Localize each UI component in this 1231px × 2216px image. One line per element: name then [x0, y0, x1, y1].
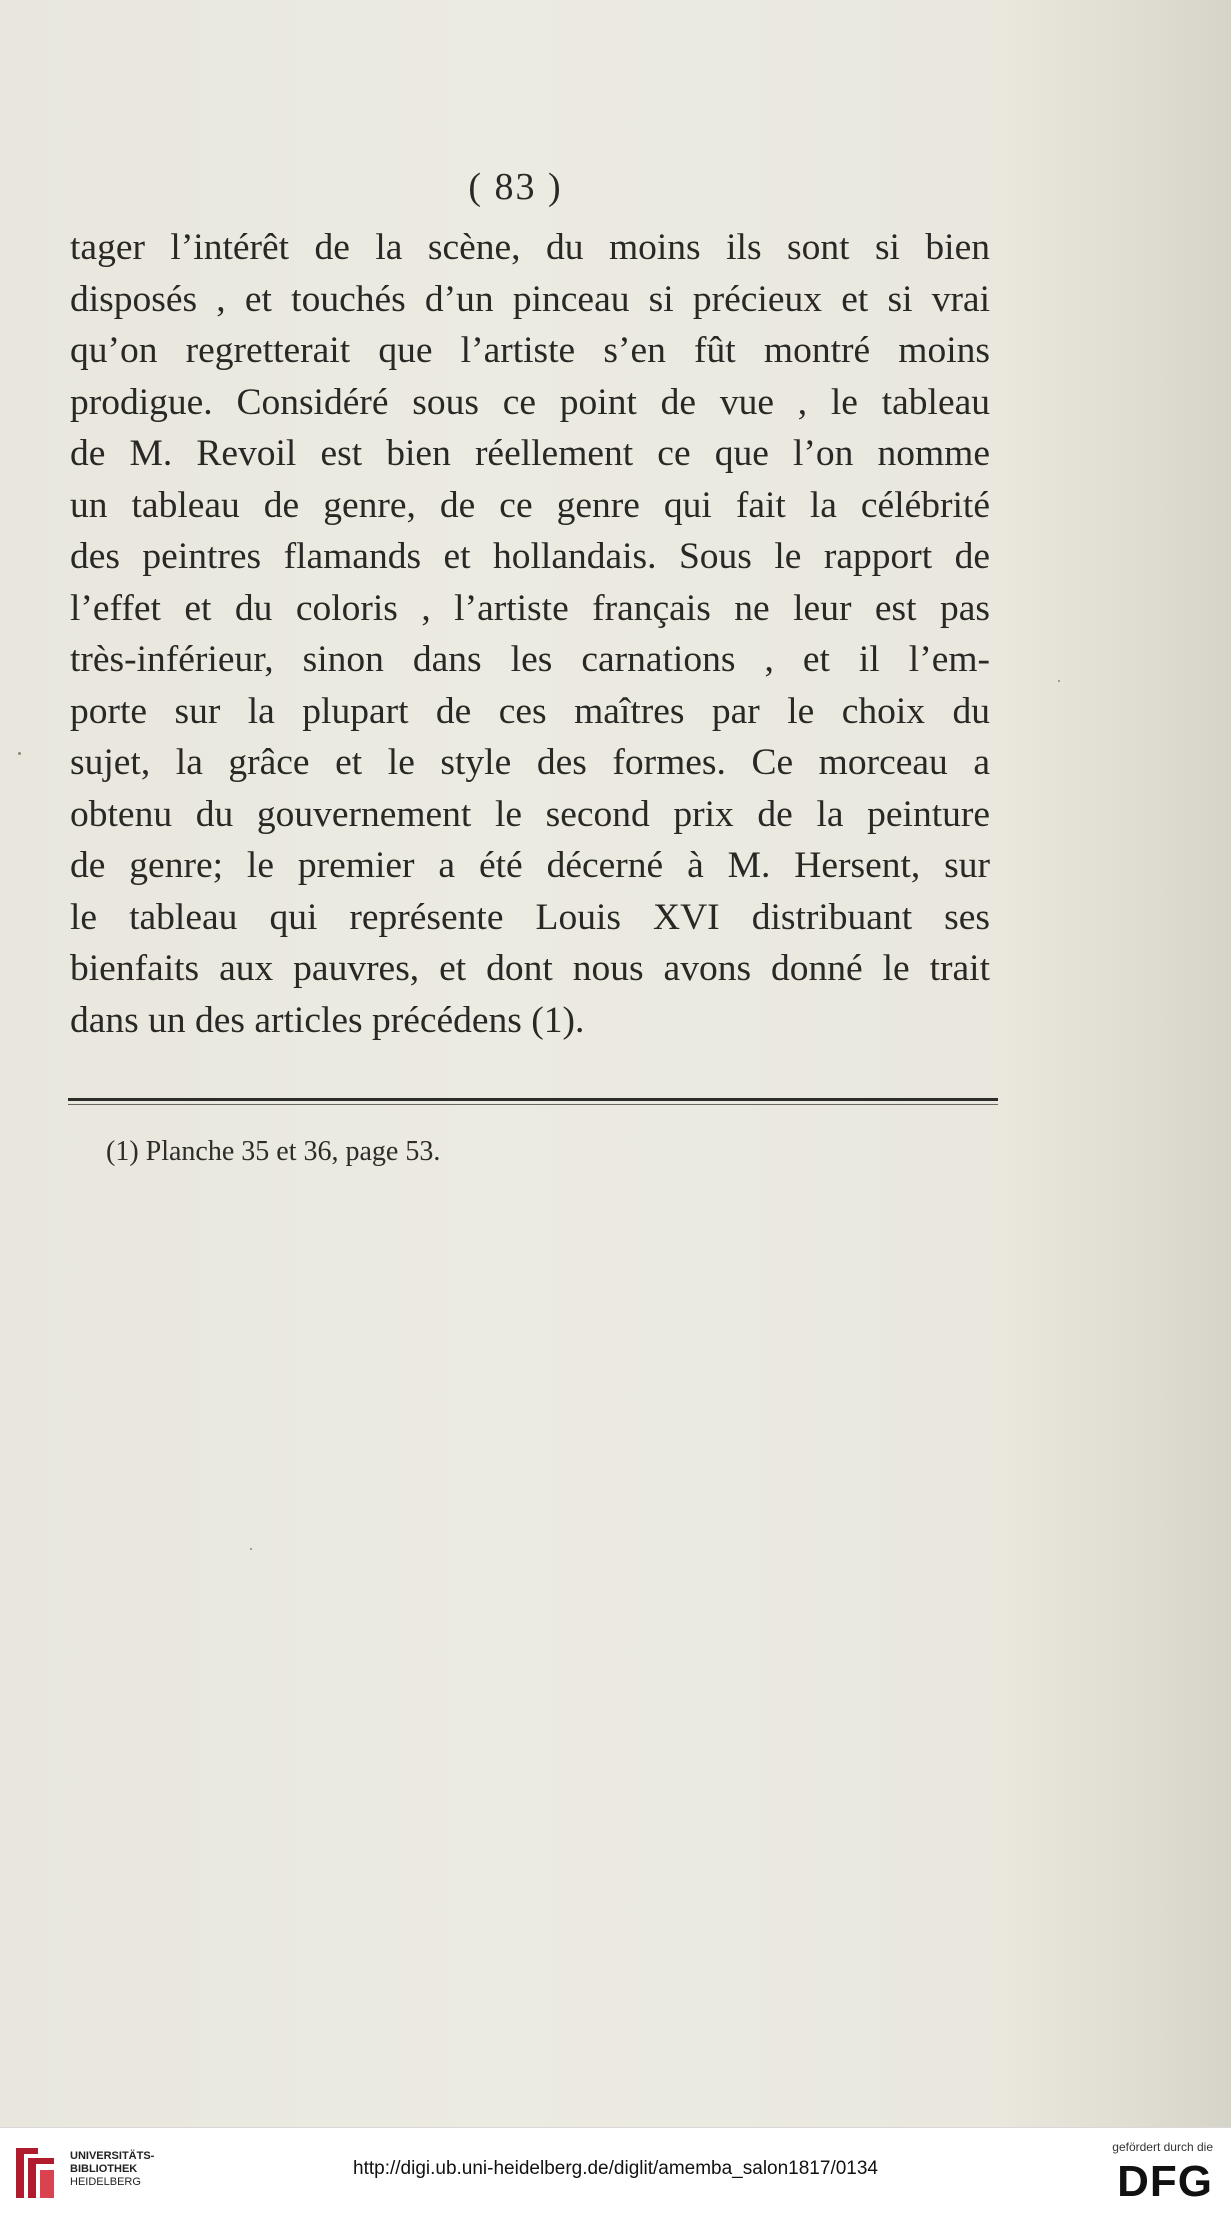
text-line: un tableau de genre, de ce genre qui fait la célébrité	[70, 484, 990, 526]
text-line: bienfaits aux pauvres, et dont nous avons donné le trait	[70, 948, 990, 989]
text-line: de M. Revoil est bien réellement ce que l’on nomme	[70, 433, 990, 474]
body-text	[70, 222, 990, 1046]
funded-by-label: gefördert durch die	[1112, 2140, 1213, 2154]
text-line: sujet, la grâce et le style des formes. Ce morceau a	[70, 742, 990, 783]
text-line: porte sur la plupart de ces maîtres par le choix du	[70, 690, 990, 732]
text-line: l’effet et du coloris , l’artiste français ne leur est pas	[70, 587, 990, 629]
paper-speck	[18, 752, 21, 755]
text-line: tager l’intérêt de la scène, du moins ils sont si bien	[70, 227, 990, 268]
dfg-logo: DFG	[1117, 2157, 1213, 2206]
text-line: qu’on regretterait que l’artiste s’en fût montré moins	[70, 330, 990, 371]
text-line: de genre; le premier a été décerné à M. Hersent, sur	[70, 845, 990, 886]
text-line: prodigue. Considéré sous ce point de vue , le tableau	[70, 381, 990, 423]
text-line: le tableau qui représente Louis XVI distribuant ses	[70, 896, 990, 938]
library-name-line: UNIVERSITÄTS-	[70, 2150, 155, 2162]
paper-speck	[250, 1548, 252, 1550]
paper-speck	[1058, 680, 1060, 682]
text-line: disposés , et touchés d’un pinceau si précieux et si vrai	[70, 278, 990, 320]
text-line: des peintres flamands et hollandais. Sous le rapport de	[70, 536, 990, 577]
permalink-url[interactable]: http://digi.ub.uni-heidelberg.de/diglit/amemba_salon1817/0134	[353, 2158, 878, 2179]
page-gutter-shadow	[1001, 0, 1231, 2127]
viewer-footer	[0, 2127, 1231, 2216]
text-line-last: dans un des articles précédens (1).	[70, 999, 585, 1041]
footnote: (1) Planche 35 et 36, page 53.	[106, 1136, 441, 1167]
footnote-rule-thin	[68, 1104, 998, 1105]
library-name-line: BIBLIOTHEK	[70, 2163, 138, 2175]
text-line: obtenu du gouvernement le second prix de la peinture	[70, 793, 990, 835]
page-number: ( 83 )	[468, 166, 563, 208]
text-line: très-inférieur, sinon dans les carnations , et il l’em-	[70, 639, 990, 680]
footnote-rule	[68, 1098, 998, 1101]
library-name-line: HEIDELBERG	[70, 2176, 141, 2188]
